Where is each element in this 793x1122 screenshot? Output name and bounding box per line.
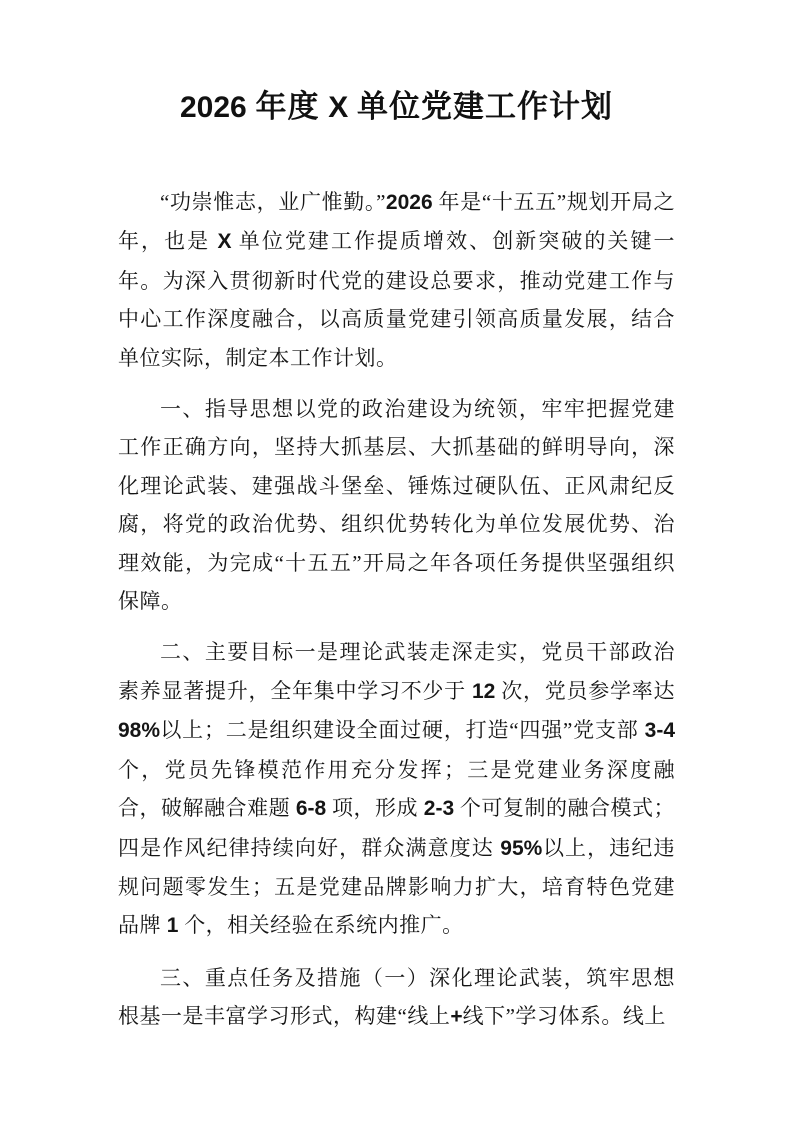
- paragraph-key-tasks: 三、重点任务及措施（一）深化理论武装，筑牢思想根基一是丰富学习形式，构建“线上+线下”学习体系。线上: [118, 965, 675, 1029]
- paragraph-main-goals: 二、主要目标一是理论武装走深走实，党员干部政治素养显著提升，全年集中学习不少于 12 次，党员参学率达 98%以上；二是组织建设全面过硬，打造“四强”党支部 3-4 个，党员先锋模范作用充分发挥；三是党建业务深度融合，破解融合难题 6-8 项，形成 2-3 个可复制的融合模式；四是作风纪律持续向好，群众满意度达 95%以上，违纪违规问题零发生；五是党建品牌影响力扩大，培育特色党建品牌 1 个，相关经验在系统内推广。: [118, 640, 676, 938]
- document-title: 2026 年度 X 单位党建工作计划: [179, 89, 613, 124]
- paragraph-guiding-ideology: 一、指导思想以党的政治建设为统领，牢牢把握党建工作正确方向，坚持大抓基层、大抓基础的鲜明导向，深化理论武装、建强战斗堡垒、锤炼过硬队伍、正风肃纪反腐，将党的政治优势、组织优势转化为单位发展优势、治理效能，为完成“十五五”开局之年各项任务提供坚强组织保障。: [118, 397, 675, 614]
- paragraph-intro: “功崇惟志，业广惟勤。”2026 年是“十五五”规划开局之年，也是 X 单位党建工作提质增效、创新突破的关键一年。为深入贯彻新时代党的建设总要求，推动党建工作与中心工作深度融合，以高质量党建引领高质量发展，结合单位实际，制定本工作计划。: [118, 190, 676, 370]
